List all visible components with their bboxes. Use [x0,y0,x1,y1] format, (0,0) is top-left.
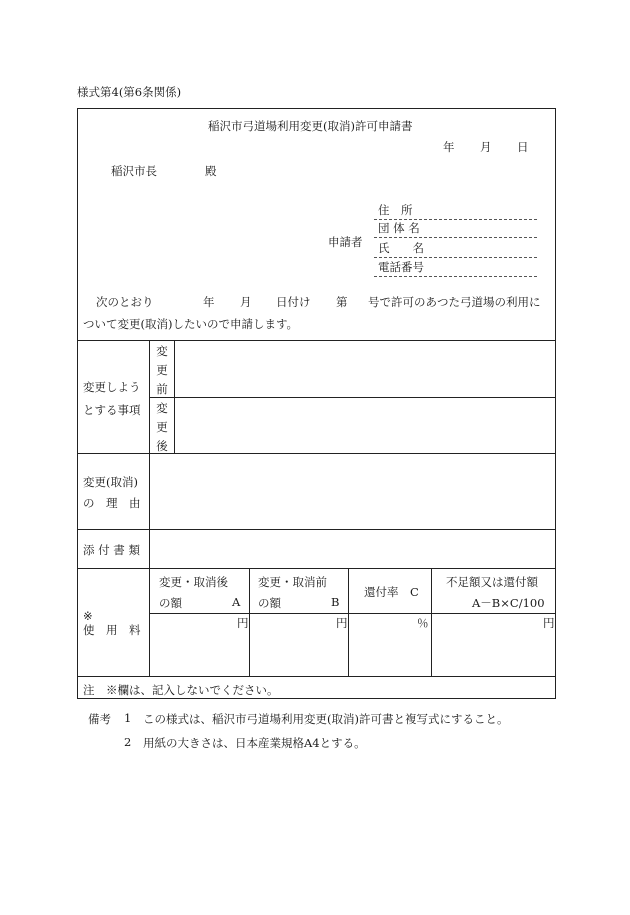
form-title: 稲沢市弓道場利用変更(取消)許可申請書 [208,119,413,133]
rule-before-after-column [174,340,175,453]
reason-label-line-1: 変更(取消) [83,475,138,489]
body-year: 年 [203,295,215,309]
remarks-item-1-number: 1 [124,711,132,725]
fee-col-a-line-1: 変更・取消後 [159,575,228,589]
change-label-line-2: とする事項 [83,403,141,417]
body-month: 月 [240,295,252,309]
application-form [77,108,556,699]
rule-fee-col-b [249,568,250,676]
fee-unit-d: 円 [543,616,555,630]
applicant-phone-label: 電話番号 [378,260,424,274]
rule-fee-bottom [78,676,555,677]
body-lead: 次のとおり [96,295,154,309]
fee-col-b-line-2a: の額 [258,596,281,610]
change-label-line-1: 変更しよう [83,380,141,394]
remarks-label: 備考 [88,712,111,726]
addressee-name: 稲沢市長 [111,164,157,178]
applicant-phone-line [374,276,537,277]
remarks-item-2: 用紙の大きさは、日本産業規格A4とする。 [143,736,366,750]
applicant-group-line [374,237,537,238]
rule-fee-col-c [348,568,349,676]
applicant-name-line [374,257,537,258]
note: 注 ※欄は、記入しないでください。 [83,683,279,697]
fee-mark: ※ [83,609,93,623]
fee-label: 使 用 料 [83,623,141,637]
applicant-label: 申請者 [328,235,363,249]
fee-col-c-label: 還付率 C [364,585,419,599]
rule-before-after [149,397,555,398]
fee-col-a-line-2a: の額 [159,596,182,610]
applicant-name-label: 氏 名 [378,241,424,255]
remarks-item-2-number: 2 [124,735,132,749]
applicant-address-label: 住 所 [378,203,413,217]
fee-unit-b: 円 [336,616,348,630]
date-day: 日 [517,140,529,154]
after-label: 変 更 後 [156,401,168,453]
date-year: 年 [443,140,455,154]
addressee-honorific: 殿 [205,164,217,178]
before-label: 変 更 前 [156,344,168,396]
applicant-group-label: 団 体 名 [378,221,420,235]
fee-col-b-line-1: 変更・取消前 [258,575,327,589]
fee-col-a-line-2b: A [232,595,241,609]
body-rest: 号で許可のあつた弓道場の利用に [368,295,541,309]
date-month: 月 [480,140,492,154]
fee-col-b-line-2b: B [331,595,340,609]
rule-fee-header [149,613,555,614]
attachments-label: 添 付 書 類 [83,543,140,557]
rule-label-column [149,340,150,676]
fee-col-d-line-2: A－B×C/100 [472,596,545,610]
remarks-item-1: この様式は、稲沢市弓道場利用変更(取消)許可書と複写式にすること。 [143,712,509,726]
body-number: 第 [336,295,348,309]
fee-col-d-line-1: 不足額又は還付額 [446,575,538,589]
body-day: 日付け [276,295,311,309]
fee-unit-a: 円 [237,616,249,630]
reason-label-line-2: の 理 由 [83,496,141,510]
form-number: 様式第4(第6条関係) [77,85,182,99]
body-line-2: ついて変更(取消)したいので申請します。 [83,317,299,331]
fee-unit-c: ％ [417,616,429,630]
rule-fee-col-d [431,568,432,676]
